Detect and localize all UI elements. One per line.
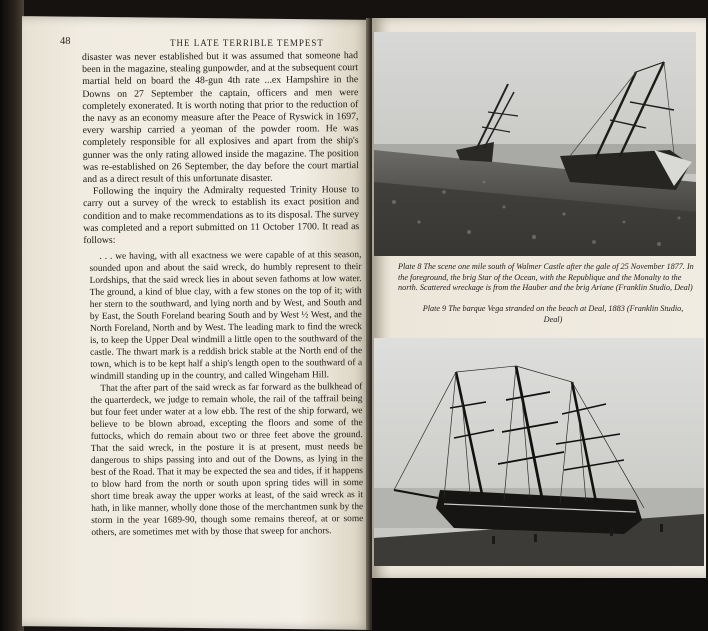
plate-9-caption: Plate 9 The barque Vega stranded on the beach at Deal, 1883 (Franklin Studio, Deal) [422,304,684,324]
body-text [82,50,364,539]
plate-9-illustration [374,338,704,566]
plate-8-illustration [374,32,696,256]
page-number: 48 [60,36,71,47]
plate-9-photo [374,338,704,566]
plate-8-photo [374,32,696,256]
quoted-report-2: That the after part of the said wreck as far forward as the bulkhead of the quarterdeck, we judge to remain whole, the rail of the taffrail being but four feet under water at a low ebb. The rest of the ship forward, we believe to be blown abroad, excepting the floors and some of the futtocks, which do remain about two or three feet above the ground. That the said wreck, in the posture it is at present, must needs be dangerous to ships passing into and out of the Downs, as lying in the best of the Road. That it may be expected the sea and tides, if it happens to blow hard from the north or south upon spring tides will in some short time break away the upper works at least, of the said wreck as it hath, in like manner, wholly done those of the merchantmen sunk by the storm in the year 1689-90, though some remains thereof, at or some others, are sometimes met with by those that sweep for anchors. [90,382,364,539]
book-edge [0,0,24,631]
plate-8-caption: Plate 8 The scene one mile south of Walmer Castle after the gale of 25 November 1877. In the foreground, the brig Star of the Ocean, with the Republique and the Monalty to the north. Scattered wreckage is from the Hauber and the brig Ariane (Franklin Studio, Deal) [398,262,694,292]
running-head: THE LATE TERRIBLE TEMPEST [170,38,324,48]
background-shadow [372,578,708,631]
paragraph-2: Following the inquiry the Admiralty requested Trinity House to carry out a survey of the wreck to establish its exact position and condition and to make recommendations as to its disposal. The survey was completed and a report submitted on 11 October 1700. It read as follows: [83,184,360,247]
paragraph-1: disaster was never established but it was assumed that someone had been in the magazine, stealing gunpowder, and at the subsequent court martial held on board the 48-gun 4th rate ...ex Hampshire in the Downs on 27 September the captain, officers and men were completely exonerated. It is worth noting that prior to the reduction of the navy as an economy measure after the Peace of Ryswick in 1697, every warship carried a yeoman of the powder room. He was completely responsible for all explosives and apart from the ship's gunner was the only rating allowed inside the magazine. The position was re-established on 26 September, the day before the court martial and as a direct result of this unfortunate disaster. [82,50,359,186]
quoted-report-1: . . . we having, with all exactness we were capable of at this season, sounded upon and about the said wreck, do humbly represent to their Lordships, that the said wreck lies in about seven fathoms at low water. The ground, a kind of blue clay, with a few stones on the top of it; with her stern to the southward, and lying north and by West, and South and by East, the South Foreland bearing South and by West ½ West, and the North Foreland, North and by West. The leading mark to find the wreck is, to keep the Upper Deal windmill a little open to the southward of the castle. The thwart mark is a reddish brick stable at the North end of the town, which is to be kept half a ship's length open to the southward of a windmill standing up in the country, and called Wingeham Hill. [89,250,363,383]
